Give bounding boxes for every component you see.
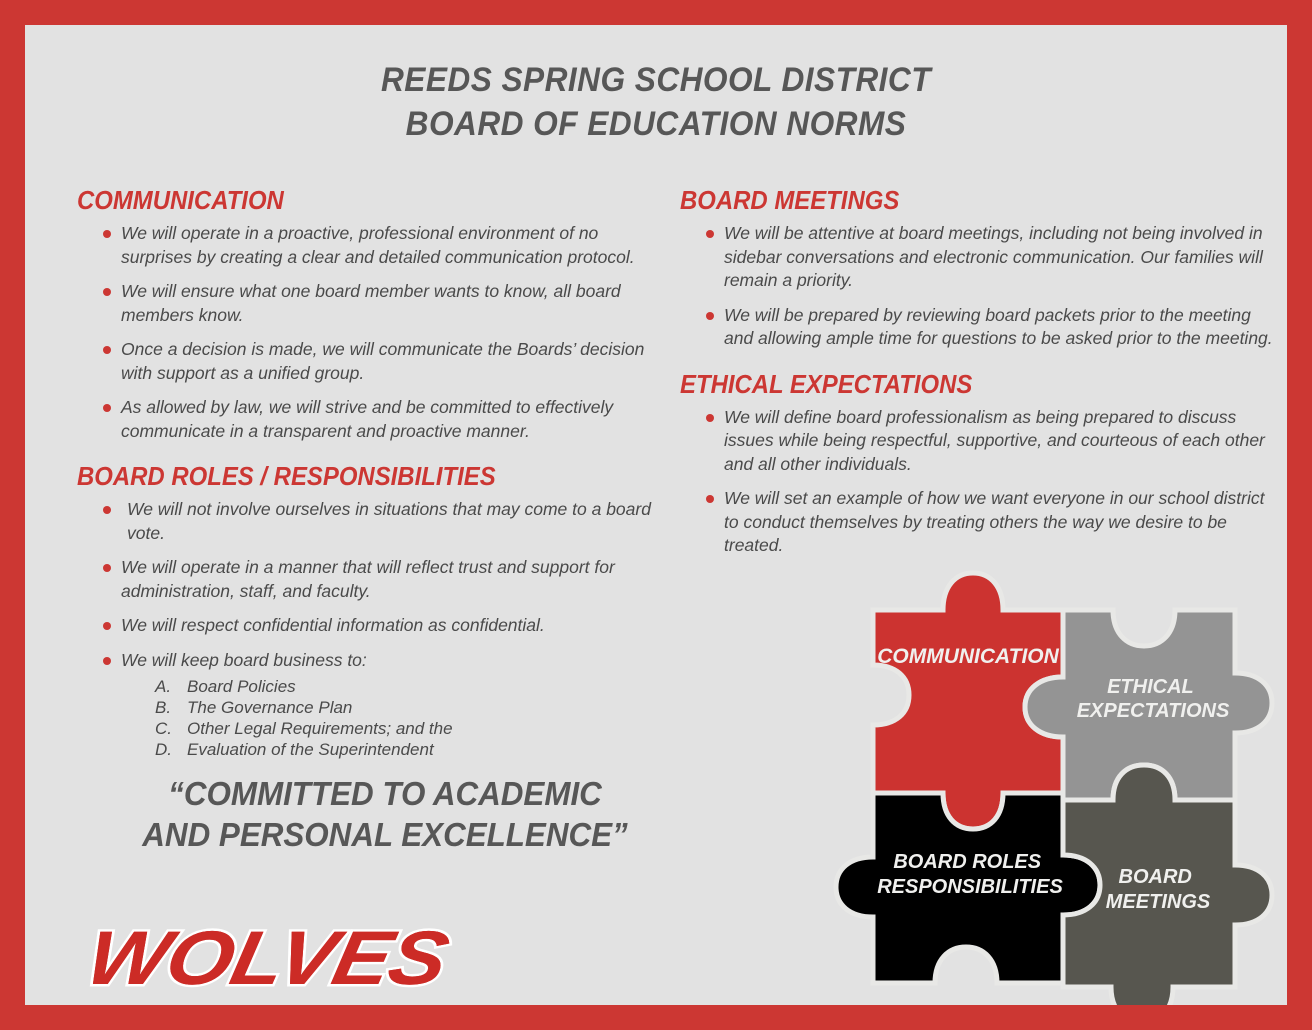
page-title: [69, 58, 1243, 146]
list-item: We will operate in a proactive, professional environment of no surprises by creating a clear and detailed communication protocol.: [103, 222, 657, 269]
wolves-logo: WOLVES: [79, 916, 455, 1001]
section-heading-board-meetings: BOARD MEETINGS: [680, 185, 900, 215]
list-item: As allowed by law, we will strive and be committed to effectively communicate in a transparent and proactive manner.: [103, 396, 657, 443]
section-heading-communication: COMMUNICATION: [77, 185, 284, 215]
list-item: We will respect confidential information as confidential.: [103, 614, 657, 638]
list-item: Once a decision is made, we will communicate the Boards’ decision with support as a unified group.: [103, 338, 657, 385]
puzzle-label-ethical-expectations: ETHICAL EXPECTATIONS: [1076, 676, 1230, 722]
sub-list-item: Other Legal Requirements; and the: [187, 719, 453, 738]
section-board-roles: [77, 461, 657, 760]
sub-list-item: Evaluation of the Superintendent: [187, 740, 434, 759]
sub-list-item: The Governance Plan: [187, 698, 353, 717]
section-ethical-expectations: [680, 369, 1280, 558]
tagline-line-2: AND PERSONAL EXCELLENCE”: [142, 816, 628, 853]
section-communication: [77, 185, 657, 443]
poster-page: [25, 25, 1287, 1005]
list-item: We will ensure what one board member wants to know, all board members know.: [103, 280, 657, 327]
list-item: We will be attentive at board meetings, including not being involved in sidebar conversations and electronic communication. Our families will remain a priority.: [706, 222, 1280, 293]
section-board-meetings: [680, 185, 1280, 351]
puzzle-label-communication: COMMUNICATION: [877, 645, 1059, 668]
list-board-roles: [77, 498, 657, 760]
list-ethical-expectations: [680, 406, 1280, 558]
list-item: We will not involve ourselves in situations that may come to a board vote.: [103, 498, 657, 545]
sub-list-item: Board Policies: [187, 677, 296, 696]
puzzle-label-board-meetings: BOARD MEETINGS: [1105, 866, 1211, 913]
tagline: [81, 773, 689, 855]
left-column: [77, 185, 657, 778]
page-title-line-2: BOARD OF EDUCATION NORMS: [405, 105, 907, 143]
list-item: We will operate in a manner that will reflect trust and support for administration, staff, and faculty.: [103, 556, 657, 603]
list-item: We will set an example of how we want everyone in our school district to conduct themselves by treating others the way we desire to be treated.: [706, 487, 1280, 558]
puzzle-diagram: [825, 565, 1285, 1005]
tagline-line-1: “COMMITTED TO ACADEMIC: [168, 775, 602, 812]
list-item-label: We will keep board business to:: [121, 649, 367, 670]
list-item: We will be prepared by reviewing board packets prior to the meeting and allowing ample time for questions to be asked prior to the meeting.: [706, 304, 1280, 351]
section-heading-board-roles: BOARD ROLES / RESPONSIBILITIES: [77, 461, 496, 491]
list-board-meetings: [680, 222, 1280, 351]
list-communication: [77, 222, 657, 443]
list-item: We will define board professionalism as being prepared to discuss issues while being respectful, supportive, and courteous of each other and all other individuals.: [706, 406, 1280, 477]
right-column: [680, 185, 1280, 576]
sub-list-board-business: [121, 676, 657, 760]
page-title-line-1: REEDS SPRING SCHOOL DISTRICT: [380, 61, 932, 99]
section-heading-ethical-expectations: ETHICAL EXPECTATIONS: [680, 368, 973, 399]
puzzle-label-board-roles: BOARD ROLES RESPONSIBILITIES: [877, 851, 1063, 898]
list-item: [103, 649, 657, 761]
